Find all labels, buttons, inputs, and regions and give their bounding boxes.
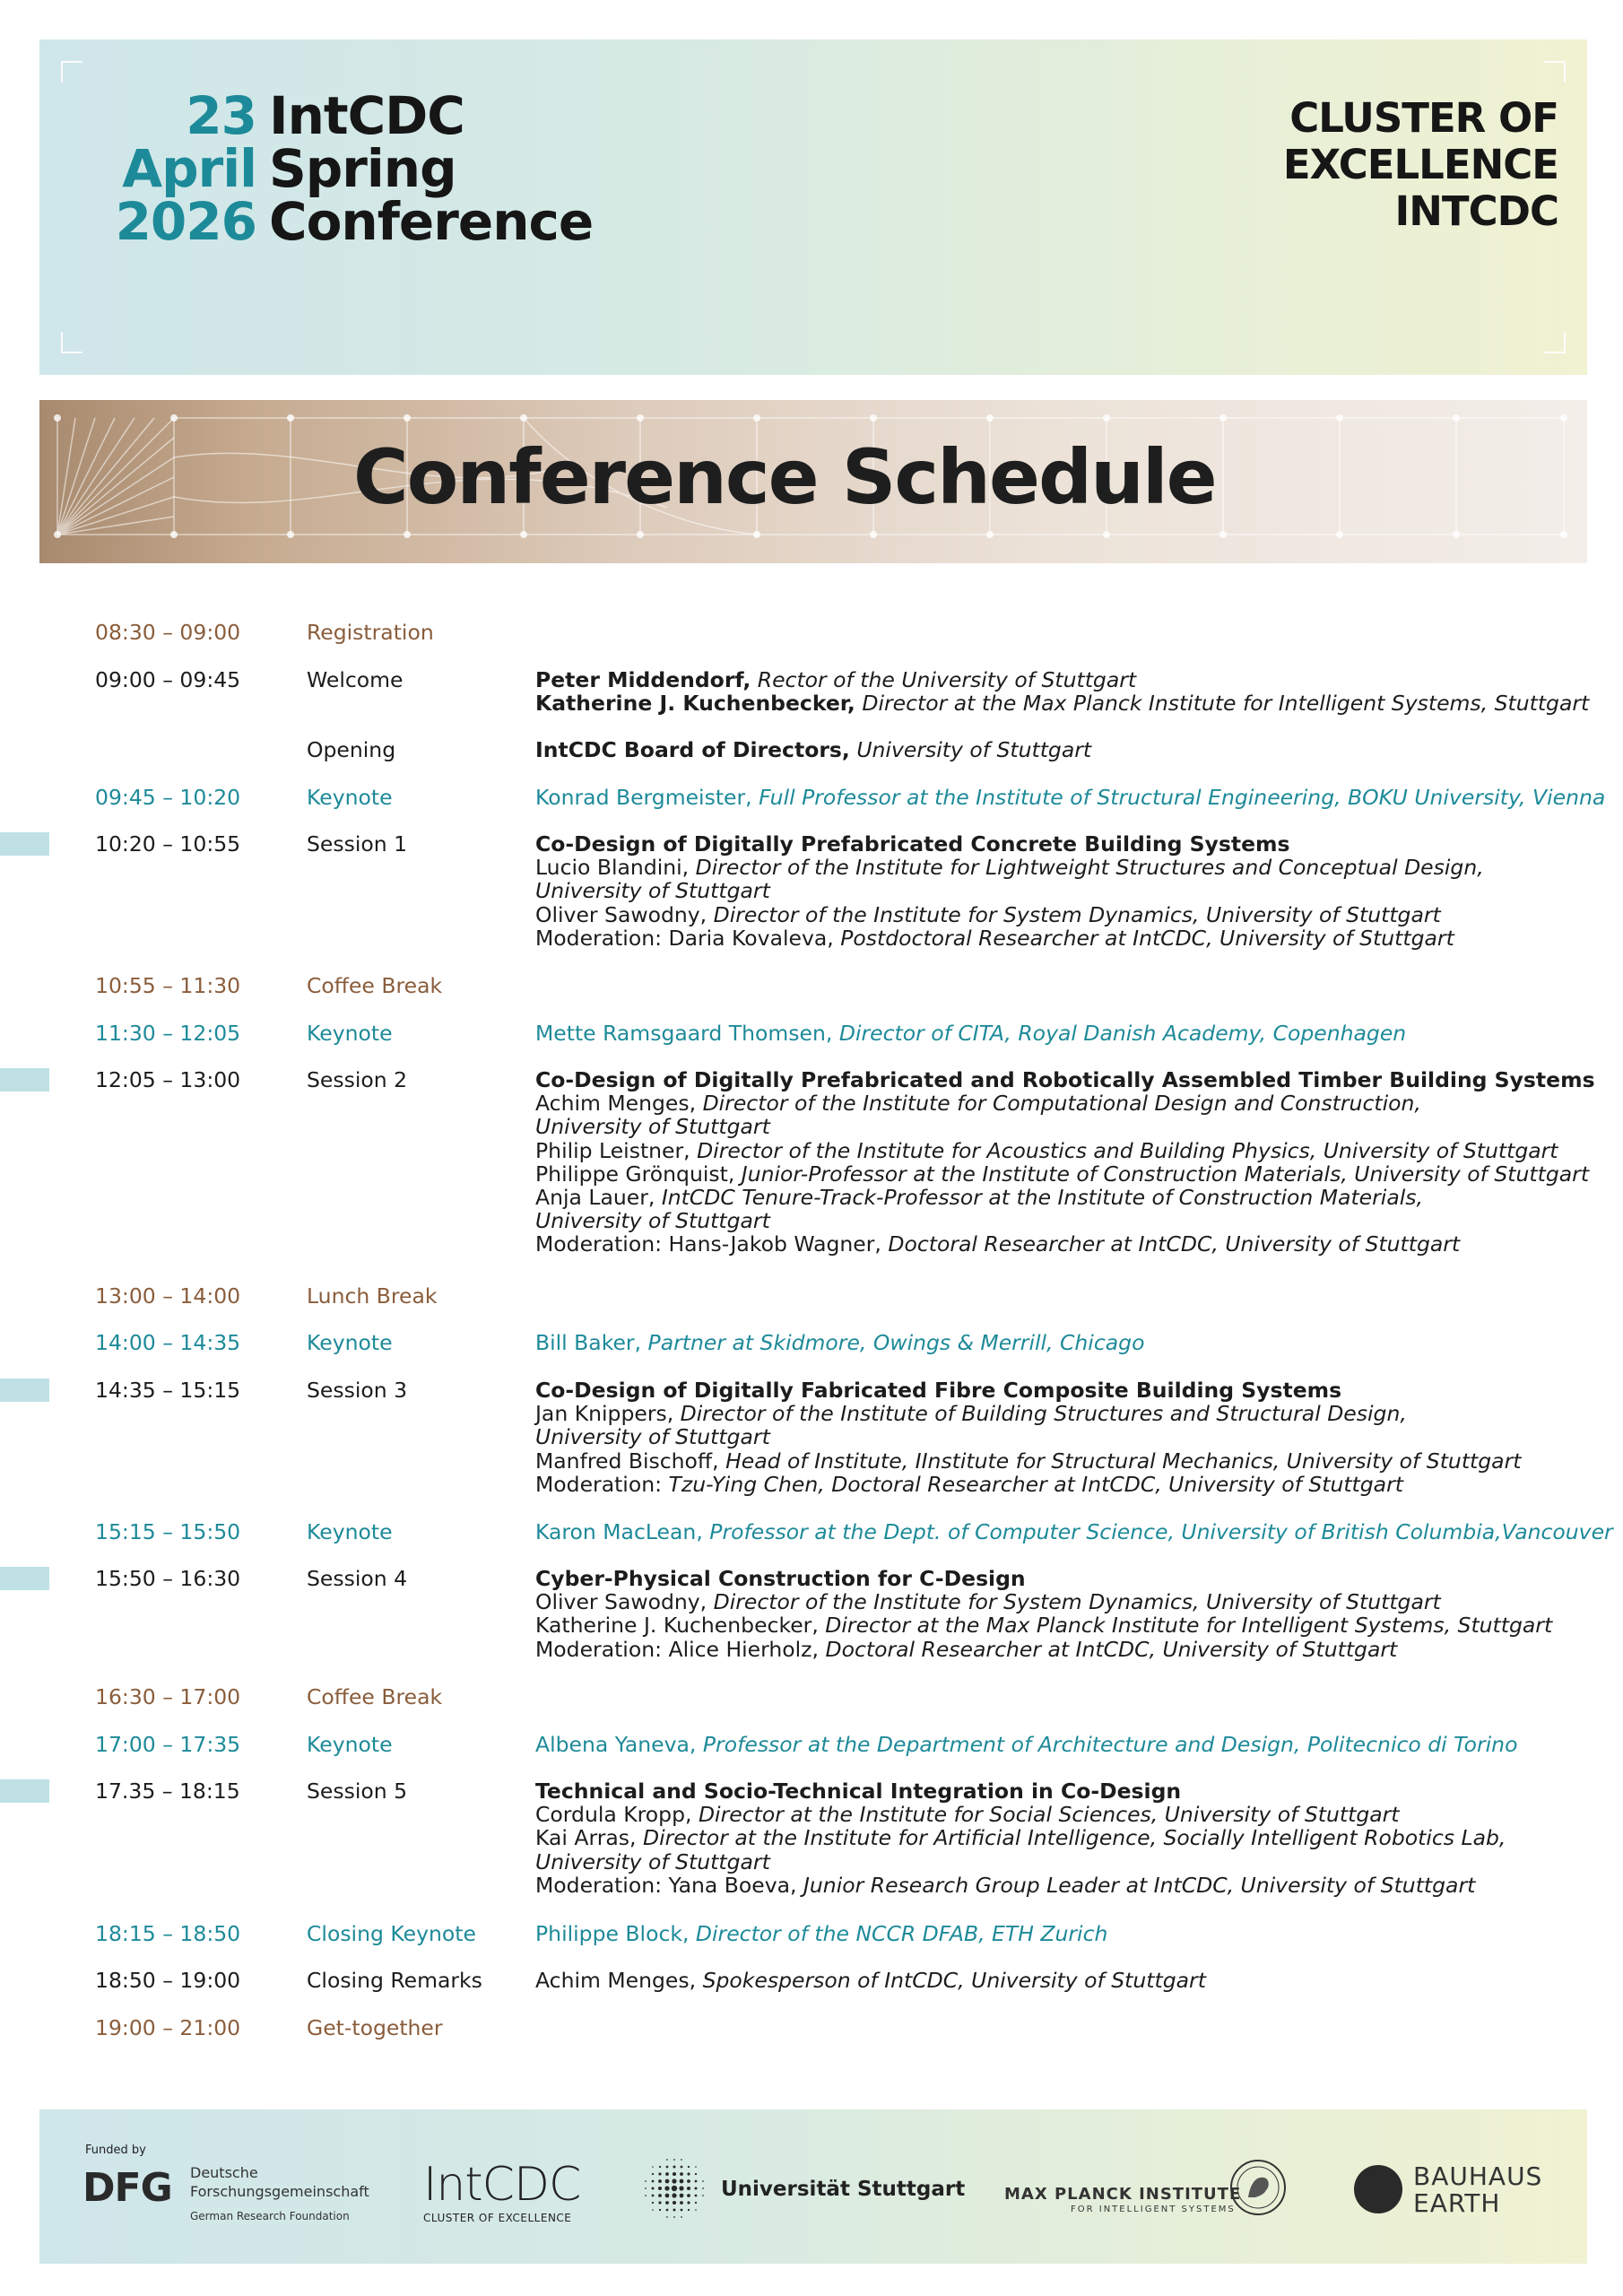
speaker-role: Junior Research Group Leader at IntCDC, University of Stuttgart: [796, 1872, 1476, 1898]
schedule-time: 18:50 – 19:00: [95, 1968, 241, 1993]
detail-line: [535, 1209, 1567, 1232]
detail-line: [535, 1850, 1567, 1874]
detail-line: [535, 1874, 1567, 1897]
speaker-name: Manfred Bischoff,: [535, 1448, 719, 1474]
logo-dot: [652, 2202, 654, 2204]
schedule-detail: [535, 1067, 1595, 1257]
logo-dot: [673, 2216, 675, 2218]
speaker-role: Postdoctoral Researcher at IntCDC, University of Stuttgart: [833, 925, 1454, 951]
dfg-name: [190, 2163, 369, 2201]
speaker-name: IntCDC Board of Directors,: [535, 737, 850, 762]
schedule-detail: [535, 1733, 1567, 1756]
schedule-time: 15:15 – 15:50: [95, 1519, 241, 1544]
crop-corner-mark: [1544, 332, 1566, 353]
logo-dot: [695, 2209, 697, 2211]
schedule-time: 08:30 – 09:00: [95, 620, 241, 645]
logo-dot: [673, 2172, 676, 2176]
speaker-role: University of Stuttgart: [849, 737, 1092, 762]
schedule-detail: [535, 832, 1567, 950]
speaker-name: Bill Baker,: [535, 1330, 642, 1355]
speaker-role: Director of the Institute for Acoustics and Building Physics, University of Stuttgart: [690, 1137, 1558, 1163]
detail-line: [535, 1733, 1567, 1756]
logo-dot: [658, 2194, 662, 2197]
schedule-label: Opening: [307, 737, 396, 762]
detail-line: [535, 1567, 1567, 1590]
logo-dot: [666, 2209, 669, 2212]
speaker-name: Achim Menges,: [535, 1091, 697, 1117]
schedule-time: 12:05 – 13:00: [95, 1067, 241, 1092]
speaker-name: Philippe Block,: [535, 1921, 690, 1946]
schedule-label: Closing Remarks: [307, 1968, 482, 1993]
speaker-name: Mette Ramsgaard Thomsen,: [535, 1021, 833, 1046]
logo-dot: [695, 2195, 698, 2197]
speaker-role: Director of the Institute for Lightweight Structures and Conceptual Design,: [689, 855, 1484, 881]
schedule-label: Welcome: [307, 667, 404, 692]
schedule-time: 09:00 – 09:45: [95, 667, 241, 692]
logo-dot: [702, 2195, 704, 2196]
speaker-role: Director at the Institute for Social Sciences, University of Stuttgart: [691, 1802, 1400, 1828]
sponsor-footer: [39, 2109, 1587, 2264]
speaker-role: University of Stuttgart: [535, 1208, 770, 1234]
detail-line: [535, 879, 1567, 902]
detail-line: [535, 1613, 1567, 1637]
schedule-time: 17:00 – 17:35: [95, 1732, 241, 1757]
logo-dot: [665, 2179, 670, 2184]
schedule-time: 16:30 – 17:00: [95, 1684, 241, 1709]
logo-dot: [659, 2166, 661, 2168]
speaker-role: Partner at Skidmore, Owings & Merrill, Chicago: [641, 1330, 1145, 1355]
logo-dot: [652, 2173, 654, 2175]
detail-line: [535, 1022, 1567, 1045]
logo-dot: [645, 2187, 647, 2189]
schedule-detail: [535, 1969, 1567, 1992]
logo-dot: [680, 2172, 683, 2176]
date-month: April: [122, 138, 256, 199]
speaker-role: Doctoral Researcher at IntCDC, University of Stuttgart: [881, 1231, 1461, 1257]
logo-dot: [666, 2166, 669, 2169]
speaker-name: Moderation: Yana Boeva,: [535, 1872, 797, 1898]
session-marker: [0, 1378, 49, 1402]
speaker-name: Konrad Bergmeister,: [535, 785, 752, 810]
logo-dot: [687, 2179, 690, 2183]
speaker-name: Co-Design of Digitally Prefabricated and Robotically Assembled Timber Building Systems: [535, 1067, 1595, 1092]
logo-dot: [652, 2209, 654, 2211]
schedule-label: Keynote: [307, 1021, 393, 1046]
logo-dot: [695, 2173, 697, 2175]
schedule-time: 09:45 – 10:20: [95, 785, 241, 810]
speaker-name: Co-Design of Digitally Prefabricated Concrete Building Systems: [535, 831, 1290, 857]
speaker-role: Professor at the Dept. of Computer Science, University of British Columbia,Vancouver: [702, 1519, 1613, 1544]
logo-dot: [666, 2159, 668, 2161]
detail-line: [535, 1449, 1567, 1473]
logo-dot: [652, 2166, 654, 2168]
session-marker: [0, 1068, 49, 1091]
cluster-line-1: CLUSTER OF: [1289, 94, 1558, 142]
schedule-time: 10:55 – 11:30: [95, 973, 241, 998]
intcdc-logo-subtitle: CLUSTER OF EXCELLENCE: [423, 2212, 572, 2224]
schedule-label: Session 4: [307, 1566, 408, 1591]
logo-dot: [688, 2166, 690, 2168]
speaker-role: Director of the Institute for System Dynamics, University of Stuttgart: [707, 901, 1441, 927]
schedule-detail: [535, 738, 1567, 761]
speaker-role: Director at the Institute for Artificial Intelligence, Socially Intelligent Robotics Lab,: [636, 1825, 1506, 1851]
detail-line: [535, 1331, 1567, 1354]
logo-dot: [652, 2180, 655, 2183]
detail-line: [535, 926, 1567, 950]
bauhaus-line-2: EARTH: [1413, 2188, 1501, 2218]
detail-line: [535, 1425, 1567, 1448]
logo-dot: [658, 2172, 661, 2175]
speaker-role: University of Stuttgart: [535, 1424, 770, 1450]
speaker-role: Head of Institute, IInstitute for Structural Mechanics, University of Stuttgart: [718, 1448, 1522, 1474]
crop-corner-mark: [1544, 61, 1566, 83]
speaker-name: Peter Middendorf,: [535, 667, 751, 692]
max-planck-subtitle: FOR INTELLIGENT SYSTEMS: [1071, 2205, 1236, 2214]
detail-line: [535, 1590, 1567, 1613]
detail-line: [535, 1519, 1613, 1544]
logo-dot: [702, 2187, 704, 2189]
cluster-line-2: EXCELLENCE: [1282, 141, 1558, 188]
logo-dot: [658, 2179, 662, 2183]
cluster-line-3: INTCDC: [1394, 187, 1558, 235]
logo-dot: [702, 2180, 704, 2182]
schedule-detail: [535, 1567, 1567, 1661]
logo-dot: [681, 2159, 682, 2161]
logo-dot: [652, 2195, 655, 2197]
logo-dot: [681, 2216, 682, 2218]
conference-date: [68, 85, 256, 252]
schedule-time: 15:50 – 16:30: [95, 1566, 241, 1591]
bauhaus-earth-dot-icon: [1354, 2165, 1402, 2213]
speaker-role: University of Stuttgart: [535, 1114, 770, 1140]
detail-line: [535, 1969, 1567, 1992]
schedule-time: 19:00 – 21:00: [95, 2015, 241, 2040]
speaker-name: Lucio Blandini,: [535, 855, 690, 881]
schedule-detail: [535, 1378, 1567, 1496]
speaker-name: Katherine J. Kuchenbecker,: [535, 691, 855, 717]
logo-dot: [666, 2216, 668, 2218]
logo-dot: [687, 2194, 690, 2197]
detail-line: [535, 1402, 1567, 1425]
logo-dot: [672, 2179, 676, 2183]
speaker-name: Moderation: Daria Kovaleva,: [535, 925, 834, 951]
logo-dot: [673, 2166, 676, 2169]
cluster-of-excellence-label: [1283, 95, 1558, 235]
schedule-detail: [535, 1519, 1613, 1544]
bauhaus-line-1: BAUHAUS: [1413, 2161, 1543, 2191]
logo-dot: [673, 2201, 676, 2205]
speaker-name: Cyber-Physical Construction for C-Design: [535, 1566, 1026, 1591]
logo-dot: [658, 2201, 661, 2204]
logo-dot: [681, 2209, 683, 2212]
speaker-name: Moderation: Hans-Jakob Wagner,: [535, 1231, 881, 1257]
logo-dot: [687, 2172, 690, 2175]
schedule-label: Coffee Break: [307, 973, 443, 998]
session-marker: [0, 832, 49, 856]
speaker-name: Kai Arras,: [535, 1825, 637, 1851]
schedule-label: Keynote: [307, 785, 393, 810]
date-year: 2026: [115, 191, 256, 252]
detail-line: [535, 1161, 1590, 1187]
speaker-role: IntCDC Tenure-Track-Professor at the Institute of Construction Materials,: [655, 1185, 1423, 1211]
speaker-name: Oliver Sawodny,: [535, 1589, 707, 1615]
detail-line: [535, 785, 1606, 810]
logo-dot: [680, 2194, 684, 2198]
schedule-time: 18:15 – 18:50: [95, 1921, 241, 1946]
schedule-label: Closing Keynote: [307, 1921, 476, 1946]
speaker-name: Philippe Grönquist,: [535, 1161, 735, 1187]
speaker-name: Technical and Socio-Technical Integration in Co-Design: [535, 1779, 1182, 1804]
crop-corner-mark: [61, 61, 82, 83]
schedule-time: 17.35 – 18:15: [95, 1779, 240, 1804]
speaker-name: Jan Knippers,: [535, 1401, 674, 1427]
logo-dot: [664, 2186, 669, 2190]
speaker-name: Moderation: Alice Hierholz,: [535, 1636, 819, 1662]
logo-dot: [687, 2187, 690, 2190]
schedule-detail: [535, 667, 1590, 717]
detail-line: [535, 691, 1590, 717]
title-line-1: IntCDC: [269, 85, 464, 146]
detail-line: [535, 1922, 1567, 1945]
schedule-time: 14:35 – 15:15: [95, 1378, 241, 1403]
date-day: 23: [186, 85, 256, 146]
schedule-label: Keynote: [307, 1330, 393, 1355]
logo-dot: [672, 2193, 676, 2197]
schedule-time: 10:20 – 10:55: [95, 831, 241, 857]
dfg-name-line-1: Deutsche: [190, 2164, 258, 2181]
schedule-time: 11:30 – 12:05: [95, 1021, 241, 1046]
logo-dot: [679, 2186, 683, 2190]
detail-line: [535, 856, 1567, 879]
logo-dot: [645, 2195, 647, 2196]
speaker-name: Oliver Sawodny,: [535, 901, 707, 927]
schedule-label: Session 5: [307, 1779, 408, 1804]
logo-dot: [672, 2186, 677, 2191]
speaker-role: Director of the NCCR DFAB, ETH Zurich: [689, 1921, 1108, 1946]
detail-line: [535, 1115, 1567, 1138]
schedule-label: Get-together: [307, 2015, 443, 2040]
schedule-title: Conference Schedule: [353, 433, 1216, 521]
detail-line: [535, 1378, 1567, 1402]
speaker-name: Katherine J. Kuchenbecker,: [535, 1613, 819, 1639]
crop-corner-mark: [61, 332, 82, 353]
schedule-detail: [535, 1922, 1567, 1945]
detail-line: [535, 1473, 1567, 1496]
detail-line: [535, 1091, 1567, 1115]
logo-dot: [652, 2187, 655, 2190]
schedule-label: Session 2: [307, 1067, 408, 1092]
speaker-role: Director at the Max Planck Institute for Intelligent Systems, Stuttgart: [818, 1613, 1553, 1639]
logo-dot: [673, 2209, 676, 2212]
logo-dot: [695, 2202, 697, 2204]
detail-line: [535, 1232, 1567, 1256]
schedule-label: Keynote: [307, 1519, 393, 1544]
speaker-role: Director at the Max Planck Institute for Intelligent Systems, Stuttgart: [855, 691, 1590, 717]
schedule-detail: [535, 785, 1606, 810]
detail-line: [535, 1779, 1567, 1803]
speaker-role: Full Professor at the Institute of Structural Engineering, BOKU University, Vienna: [751, 785, 1606, 810]
detail-line: [535, 1139, 1567, 1162]
university-stuttgart-dot-icon: [642, 2156, 707, 2221]
max-planck-logo: MAX PLANCK INSTITUTE: [1004, 2185, 1242, 2204]
speaker-role: Professor at the Department of Architecture and Design, Politecnico di Torino: [696, 1732, 1518, 1757]
title-line-2: Spring: [269, 138, 456, 199]
speaker-name: Anja Lauer,: [535, 1185, 655, 1211]
title-line-3: Conference: [269, 191, 594, 252]
university-stuttgart-logo: Universität Stuttgart: [721, 2178, 966, 2201]
speaker-name: Philip Leistner,: [535, 1137, 690, 1163]
speaker-name: Moderation:: [535, 1471, 663, 1497]
logo-dot: [665, 2172, 669, 2176]
speaker-name: Achim Menges,: [535, 1968, 697, 1993]
minerva-seal-icon: [1228, 2158, 1288, 2217]
schedule-time: 13:00 – 14:00: [95, 1283, 241, 1309]
logo-dot: [645, 2180, 647, 2182]
logo-dot: [695, 2180, 698, 2183]
intcdc-logo: IntCDC: [423, 2158, 581, 2212]
logo-dot: [665, 2194, 670, 2198]
speaker-role: Rector of the University of Stuttgart: [751, 667, 1137, 692]
conference-title: [269, 85, 594, 252]
dfg-english-name: German Research Foundation: [190, 2210, 350, 2222]
detail-line: [535, 1638, 1567, 1661]
logo-dot: [681, 2166, 683, 2169]
logo-dot: [680, 2201, 683, 2205]
session-marker: [0, 1779, 49, 1803]
bauhaus-earth-logo: [1413, 2163, 1542, 2217]
speaker-role: Tzu-Ying Chen, Doctoral Researcher at IntCDC, University of Stuttgart: [662, 1471, 1403, 1497]
logo-dot: [659, 2209, 661, 2211]
logo-dot: [695, 2187, 698, 2190]
dfg-logo: DFG: [82, 2165, 172, 2211]
logo-dot: [665, 2201, 669, 2205]
speaker-role: Spokesperson of IntCDC, University of Stuttgart: [696, 1968, 1206, 1993]
detail-line: [535, 738, 1567, 761]
speaker-role: Junior-Professor at the Institute of Construction Materials, University of Stuttgart: [734, 1161, 1590, 1187]
session-marker: [0, 1567, 49, 1590]
schedule-label: Coffee Break: [307, 1684, 443, 1709]
logo-dot: [658, 2187, 662, 2190]
dfg-name-line-2: Forschungsgemeinschaft: [190, 2183, 369, 2200]
schedule-time: 14:00 – 14:35: [95, 1330, 241, 1355]
speaker-role: Director of the Institute for System Dynamics, University of Stuttgart: [707, 1589, 1441, 1615]
schedule-label: Session 3: [307, 1378, 408, 1403]
schedule-label: Registration: [307, 620, 434, 645]
funded-by-label: Funded by: [85, 2144, 146, 2157]
schedule-detail: [535, 1331, 1567, 1354]
speaker-role: Director of the Institute for Computational Design and Construction,: [696, 1091, 1421, 1117]
detail-line: [535, 1186, 1567, 1209]
detail-line: [535, 903, 1567, 926]
schedule-detail: [535, 1022, 1567, 1045]
logo-dot: [680, 2179, 684, 2184]
schedule-label: Session 1: [307, 831, 408, 857]
speaker-name: Karon MacLean,: [535, 1519, 703, 1544]
schedule-banner: [39, 400, 1587, 563]
detail-line: [535, 832, 1567, 856]
speaker-name: Co-Design of Digitally Fabricated Fibre Composite Building Systems: [535, 1378, 1342, 1403]
speaker-name: Cordula Kropp,: [535, 1802, 692, 1828]
logo-dot: [673, 2159, 675, 2161]
speaker-role: Director of CITA, Royal Danish Academy, Copenhagen: [832, 1021, 1407, 1046]
detail-line: [535, 668, 1567, 691]
logo-dot: [688, 2209, 690, 2211]
speaker-name: Albena Yaneva,: [535, 1732, 697, 1757]
detail-line: [535, 1803, 1567, 1826]
speaker-role: Director of the Institute of Building Structures and Structural Design,: [673, 1401, 1407, 1427]
schedule-label: Lunch Break: [307, 1283, 438, 1309]
schedule-detail: [535, 1779, 1567, 1897]
detail-line: [535, 1826, 1567, 1849]
speaker-role: University of Stuttgart: [535, 878, 770, 904]
speaker-role: Doctoral Researcher at IntCDC, University of Stuttgart: [819, 1636, 1398, 1662]
speaker-role: University of Stuttgart: [535, 1848, 770, 1874]
detail-line: [535, 1067, 1595, 1092]
logo-dot: [687, 2201, 690, 2204]
logo-dot: [695, 2166, 697, 2168]
schedule-label: Keynote: [307, 1732, 393, 1757]
